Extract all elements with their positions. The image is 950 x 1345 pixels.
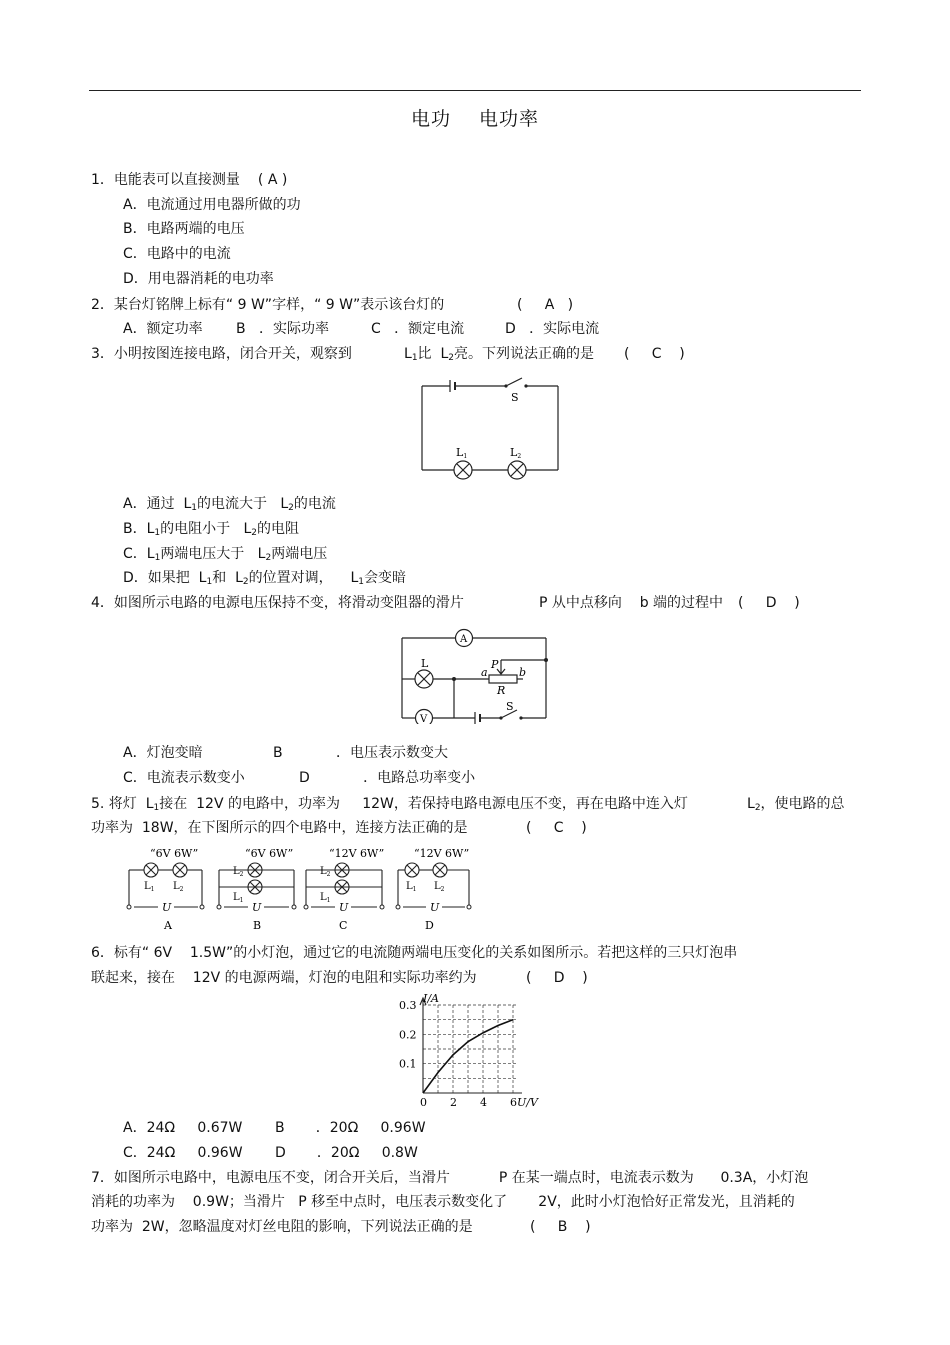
q3-stem: 3．小明按图连接电路，闭合开关，观察到 (91, 346, 352, 362)
chart-y-axis-label: I/A (423, 992, 439, 1005)
q4-option-b: B ．电压表示数变大 (273, 745, 449, 761)
q4-switch-label: S (506, 700, 514, 713)
q6-line1: 6．标有“ 6V 1.5W”的小灯泡，通过它的电流随两端电压变化的关系如图所示。若把这样的三只灯泡串 (91, 945, 738, 961)
q5-circuit-a-letter: A (164, 919, 172, 932)
q4-stem: 4．如图所示电路的电源电压保持不变，将滑动变阻器的滑片 (91, 595, 464, 611)
q4-p-label: P (491, 658, 499, 671)
q3-option-c: C．$L_1$两端电压大于 $L_2$两端电压 (123, 546, 328, 563)
q2-option-b: B ．实际功率 (236, 321, 329, 337)
x-tick-label: 4 (480, 1096, 487, 1109)
q3-option-a: A．通过 $L_1$的电流大于 $L_2$的电流 (123, 496, 336, 513)
svg-text:L1: $L_1$ (233, 892, 244, 904)
q4-p-part: P 从中点移向 b 端的过程中 (539, 595, 724, 611)
q5-circuit-c-rating: “12V 6W” (329, 847, 385, 860)
q6-line2: 联起来，接在 12V 的电源两端，灯泡的电阻和实际功率约为 (91, 970, 477, 986)
q7-line2: 消耗的功率为 0.9W；当滑片 P 移至中点时，电压表示数变化了 2V，此时小灯泡恰好正常发光，且消耗的 (91, 1194, 795, 1210)
q4-circuit-figure (393, 624, 558, 724)
svg-text:L1: $L_1$ (320, 892, 331, 904)
q4-r-label: R (497, 684, 506, 697)
svg-text:L2: $L_2$ (320, 866, 331, 878)
q5-circuit-d-letter: D (425, 919, 434, 932)
x-tick-label: 2 (450, 1096, 457, 1109)
q6-option-c: C．24Ω 0.96W (123, 1145, 243, 1161)
q5-circuit-a-rating: “6V 6W” (150, 847, 199, 860)
q1-option-d: D．用电器消耗的电功率 (123, 271, 274, 287)
q2-option-c: C ．额定电流 (371, 321, 465, 337)
y-tick-label: 0.3 (399, 999, 417, 1012)
q3-condition: $L_1$比 $L_2$亮。下列说法正确的是 (404, 346, 594, 363)
q3-answer: ( C ) (624, 346, 685, 362)
q2-answer: ( A ) (517, 297, 574, 313)
q2-option-d: D ．实际电流 (505, 321, 600, 337)
q1-option-c: C．电路中的电流 (123, 246, 231, 262)
y-tick-label: 0.1 (399, 1057, 417, 1071)
q5-line1-tail: $L_2$，使电路的总 (747, 796, 845, 813)
x-tick-label: 0 (420, 1096, 427, 1109)
q6-answer: ( D ) (526, 970, 588, 986)
q6-iu-chart (398, 990, 546, 1110)
q5-line2: 功率为 18W，在下图所示的四个电路中，连接方法正确的是 (91, 820, 468, 836)
q4-ammeter-label: A (460, 634, 468, 645)
q4-voltmeter-label: V (420, 714, 428, 724)
svg-text:U: U (339, 901, 349, 914)
x-tick-label: 6 (510, 1096, 517, 1109)
svg-text:L2: $L_2$ (173, 881, 184, 893)
q1-answer: ( A ) (257, 172, 288, 188)
svg-text:U: U (162, 901, 172, 914)
q3-option-d: D．如果把 $L_1$和 $L_2$的位置对调， $L_1$会变暗 (123, 570, 406, 587)
q7-answer: ( B ) (530, 1219, 591, 1235)
q3-circuit-figure (410, 372, 570, 482)
y-tick-label: 0.2 (399, 1028, 417, 1042)
q4-a-label: a (481, 666, 488, 679)
q4-option-d: D ．电路总功率变小 (299, 770, 476, 786)
q1-option-b: B．电路两端的电压 (123, 221, 245, 237)
header-rule (89, 90, 861, 91)
svg-text:L2: $L_2$ (233, 866, 244, 878)
svg-text:U: U (430, 901, 440, 914)
svg-text:L1: $L_1$ (406, 881, 417, 893)
q4-option-c: C．电流表示数变小 (123, 770, 245, 786)
q1-option-a: A．电流通过用电器所做的功 (123, 197, 301, 213)
q6-option-b: B ．20Ω 0.96W (275, 1120, 426, 1136)
q5-answer: ( C ) (526, 820, 587, 836)
q2-option-a: A．额定功率 (123, 321, 203, 337)
q5-line1: 5. 将灯 $L_1$接在 12V 的电路中，功率为 12W，若保持电路电源电压不变，再在电路中连入灯 (91, 796, 688, 813)
title-right: 电功率 (479, 108, 540, 130)
q2-stem: 2．某台灯铭牌上标有“ 9 W”字样，“ 9 W”表示该台灯的 (91, 297, 445, 313)
q7-line1: 7．如图所示电路中，电源电压不变，闭合开关后，当滑片 P 在某一端点时，电流表示数为 0.3A，小灯泡 (91, 1170, 809, 1186)
title-left: 电功 (410, 108, 451, 130)
q5-circuits-figure (122, 843, 492, 935)
q3-option-b: B．$L_1$的电阻小于 $L_2$的电阻 (123, 521, 300, 538)
q3-lamp2-label: L2 (510, 446, 522, 460)
chart-x-axis-label: U/V (517, 1096, 538, 1109)
page-title (0, 104, 950, 131)
q4-option-a: A．灯泡变暗 (123, 745, 203, 761)
q5-circuit-b-letter: B (253, 919, 262, 932)
q1-stem: 1．电能表可以直接测量 ( A ) (91, 172, 288, 188)
q6-option-a: A．24Ω 0.67W (123, 1120, 243, 1136)
q6-option-d: D ．20Ω 0.8W (275, 1145, 418, 1161)
q3-lamp1-label: L1 (456, 446, 468, 460)
q5-circuit-c-letter: C (339, 919, 348, 932)
q3-switch-label: S (511, 391, 519, 404)
q4-lamp-label: L (421, 657, 429, 670)
svg-text:U: U (252, 901, 262, 914)
q4-b-label: b (519, 666, 527, 679)
svg-text:L2: $L_2$ (434, 881, 445, 893)
svg-text:L1: $L_1$ (144, 881, 155, 893)
q7-line3: 功率为 2W，忽略温度对灯丝电阻的影响，下列说法正确的是 (91, 1219, 473, 1235)
q5-circuit-d-rating: “12V 6W” (414, 847, 470, 860)
q4-answer: ( D ) (738, 595, 800, 611)
q5-circuit-b-rating: “6V 6W” (245, 847, 294, 860)
